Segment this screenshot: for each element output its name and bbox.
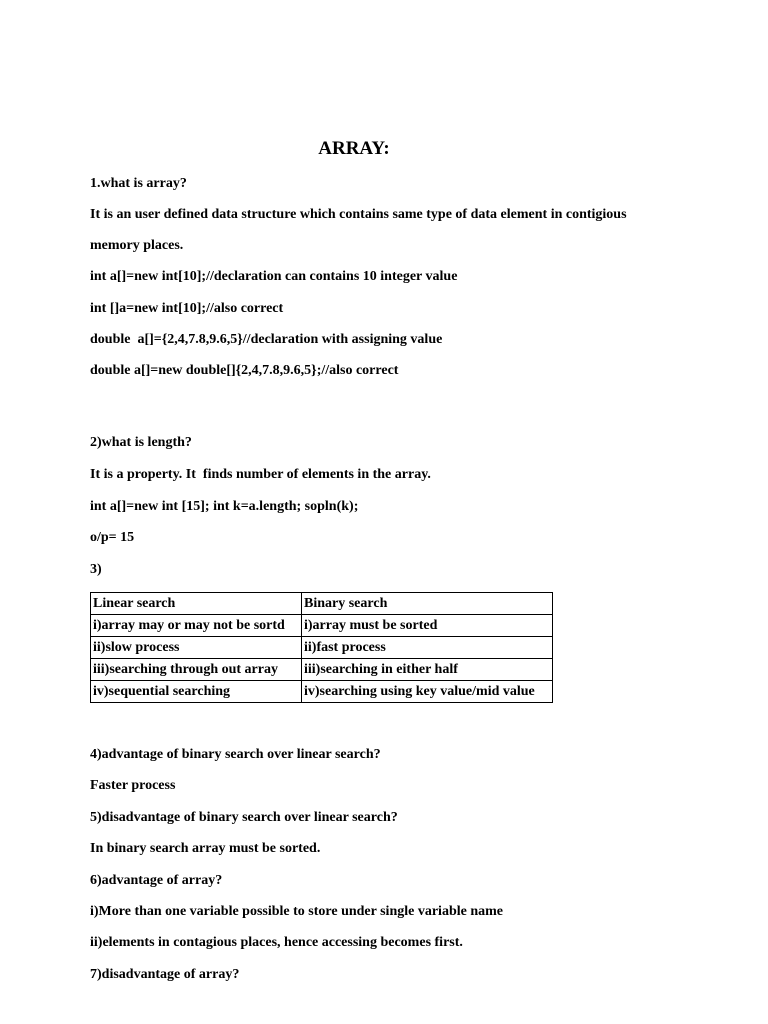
answer-1-line-2: memory places. — [90, 238, 184, 253]
table-cell: iii)searching through out array — [91, 659, 302, 681]
table-cell: ii)fast process — [302, 637, 553, 659]
table-cell: iv)sequential searching — [91, 681, 302, 703]
answer-6-line-2: ii)elements in contagious places, hence accessing becomes first. — [90, 935, 463, 950]
answer-6-line-1: i)More than one variable possible to store under single variable name — [90, 904, 503, 919]
table-header-cell: Binary search — [302, 593, 553, 615]
table-row — [91, 637, 553, 659]
code-line-4: double a[]=new double[]{2,4,7.8,9.6,5};//also correct — [90, 363, 399, 378]
answer-4: Faster process — [90, 778, 176, 793]
table-cell: iv)searching using key value/mid value — [302, 681, 553, 703]
table-cell: ii)slow process — [91, 637, 302, 659]
output-line: o/p= 15 — [90, 530, 135, 545]
question-2: 2)what is length? — [90, 435, 192, 450]
code-line-1: int a[]=new int[10];//declaration can contains 10 integer value — [90, 269, 458, 284]
code-line-5: int a[]=new int [15]; int k=a.length; sopln(k); — [90, 499, 359, 514]
question-7: 7)disadvantage of array? — [90, 967, 240, 982]
page-title: ARRAY: — [318, 138, 390, 159]
question-3-label: 3) — [90, 562, 102, 577]
question-4: 4)advantage of binary search over linear search? — [90, 747, 381, 762]
question-5: 5)disadvantage of binary search over linear search? — [90, 810, 398, 825]
answer-2: It is a property. It finds number of elements in the array. — [90, 467, 431, 482]
table-header-cell: Linear search — [91, 593, 302, 615]
code-line-3: double a[]={2,4,7.8,9.6,5}//declaration with assigning value — [90, 332, 443, 347]
table-row — [91, 681, 553, 703]
comparison-table — [90, 592, 553, 703]
table-header-row — [91, 593, 553, 615]
table-cell: i)array may or may not be sortd — [91, 615, 302, 637]
code-line-2: int []a=new int[10];//also correct — [90, 301, 284, 316]
answer-5: In binary search array must be sorted. — [90, 841, 321, 856]
table-cell: i)array must be sorted — [302, 615, 553, 637]
question-1: 1.what is array? — [90, 176, 187, 191]
table-cell: iii)searching in either half — [302, 659, 553, 681]
table-row — [91, 615, 553, 637]
table-row — [91, 659, 553, 681]
answer-1-line-1: It is an user defined data structure which contains same type of data element in contigious — [90, 207, 627, 222]
question-6: 6)advantage of array? — [90, 873, 223, 888]
